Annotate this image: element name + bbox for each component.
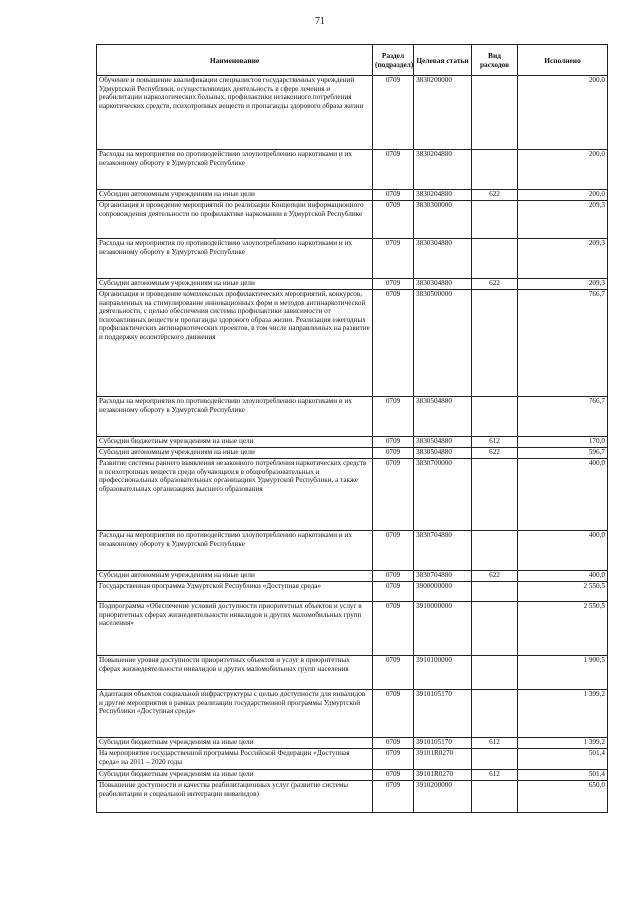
row-ispolneno: 209,3: [518, 279, 608, 290]
row-name: Расходы на мероприятия по противодействию злоупотреблению наркотиками и их незаконному обороту в Удмуртской Республике: [97, 397, 373, 437]
row-razdel: 0709: [373, 437, 414, 448]
table-row: [97, 150, 608, 190]
row-ispolneno: 400,0: [518, 459, 608, 531]
row-name: Организация и проведение комплексных профилактических мероприятий, конкурсов, направленных на стимулирование инновационных форм и методов антинаркотической деятельности, с целью обеспечения системы профилактики зависимости от психоактивных веществ и пропаганды здорового образа жизни. Реализация ежегодных профилактических антинаркотических проектов, в том числе направленных на развитие и поддержку волонтёрского движения: [97, 290, 373, 397]
row-razdel: 0709: [373, 290, 414, 397]
row-vid: [472, 76, 518, 150]
table-header-row: [97, 45, 608, 76]
row-vid: [472, 397, 518, 437]
row-vid: [472, 656, 518, 690]
row-ispolneno: 1 900,5: [518, 656, 608, 690]
row-celevaya: 39101R0270: [414, 749, 472, 770]
budget-table: [96, 44, 608, 813]
row-celevaya: 3910000000: [414, 602, 472, 656]
row-celevaya: 3830304880: [414, 239, 472, 279]
row-razdel: 0709: [373, 690, 414, 738]
row-ispolneno: 766,7: [518, 290, 608, 397]
row-celevaya: 3830700000: [414, 459, 472, 531]
row-ispolneno: 2 550,5: [518, 582, 608, 602]
header-razdel: Раздел (подраздел): [373, 45, 414, 76]
row-name: Государственная программа Удмуртской Республики «Доступная среда»: [97, 582, 373, 602]
row-celevaya: 3830704880: [414, 531, 472, 571]
table-row: [97, 749, 608, 770]
row-razdel: 0709: [373, 201, 414, 239]
row-razdel: 0709: [373, 656, 414, 690]
row-vid: [472, 690, 518, 738]
row-razdel: 0709: [373, 397, 414, 437]
table-row: [97, 397, 608, 437]
row-razdel: 0709: [373, 448, 414, 459]
row-ispolneno: 1 399,2: [518, 690, 608, 738]
row-ispolneno: 400,0: [518, 531, 608, 571]
row-name: На мероприятия государственной программы Российской Федерации «Доступная среда» на 2011 – 2020 годы: [97, 749, 373, 770]
row-name: Субсидии автономным учреждениям на иные цели: [97, 190, 373, 201]
row-ispolneno: 596,7: [518, 448, 608, 459]
table-row: [97, 602, 608, 656]
table-row: [97, 290, 608, 397]
row-vid: [472, 459, 518, 531]
row-vid: 622: [472, 190, 518, 201]
row-vid: [472, 201, 518, 239]
table-row: [97, 437, 608, 448]
header-vid: Вид расходов: [472, 45, 518, 76]
row-razdel: 0709: [373, 190, 414, 201]
table-row: [97, 690, 608, 738]
row-name: Субсидии автономным учреждениям на иные цели: [97, 448, 373, 459]
row-ispolneno: 200,0: [518, 150, 608, 190]
table-row: [97, 201, 608, 239]
row-vid: 622: [472, 279, 518, 290]
row-name: Субсидии автономным учреждениям на иные цели: [97, 571, 373, 582]
row-celevaya: 3910105170: [414, 738, 472, 749]
row-razdel: 0709: [373, 150, 414, 190]
row-vid: 622: [472, 571, 518, 582]
row-name: Развитие системы раннего выявления незаконного потребления наркотических средств и психотропных веществ среди обучающихся в общеобразовательных и профессиональных образовательных организациях Удмуртской Республики, а также образовательных организациях высшего образования: [97, 459, 373, 531]
row-celevaya: 3910100000: [414, 656, 472, 690]
row-celevaya: 3830500000: [414, 290, 472, 397]
row-name: Обучение и повышение квалификации специалистов государственных учреждений Удмуртской Республики, осуществляющих деятельность в сфере лечения и реабилитации наркологических больных, профилактики незаконного потребления наркотических средств, психотропных веществ и пропаганды здорового образа жизни: [97, 76, 373, 150]
row-vid: [472, 290, 518, 397]
header-celevaya: Целевая статьи: [414, 45, 472, 76]
table-row: [97, 571, 608, 582]
table-row: [97, 459, 608, 531]
row-ispolneno: 2 550,5: [518, 602, 608, 656]
row-ispolneno: 400,0: [518, 571, 608, 582]
row-ispolneno: 501,4: [518, 770, 608, 781]
row-name: Расходы на мероприятия по противодействию злоупотреблению наркотиками и их незаконному обороту в Удмуртской Республике: [97, 150, 373, 190]
table-row: [97, 770, 608, 781]
row-celevaya: 3830704880: [414, 571, 472, 582]
header-name: Наименование: [97, 45, 373, 76]
page-number: 71: [315, 16, 325, 27]
row-razdel: 0709: [373, 531, 414, 571]
row-ispolneno: 200,0: [518, 76, 608, 150]
table-row: [97, 738, 608, 749]
row-ispolneno: 1 399,2: [518, 738, 608, 749]
row-celevaya: 3910105170: [414, 690, 472, 738]
row-celevaya: 3830504880: [414, 437, 472, 448]
table-row: [97, 656, 608, 690]
row-name: Субсидии автономным учреждениям на иные цели: [97, 279, 373, 290]
row-celevaya: 39101R0270: [414, 770, 472, 781]
row-vid: 612: [472, 738, 518, 749]
row-vid: 612: [472, 437, 518, 448]
row-ispolneno: 170,0: [518, 437, 608, 448]
row-celevaya: 3830200000: [414, 76, 472, 150]
row-celevaya: 3900000000: [414, 582, 472, 602]
table-row: [97, 76, 608, 150]
row-celevaya: 3830300000: [414, 201, 472, 239]
row-ispolneno: 650,0: [518, 781, 608, 813]
row-vid: [472, 582, 518, 602]
row-razdel: 0709: [373, 571, 414, 582]
row-name: Субсидии бюджетным учреждениям на иные цели: [97, 437, 373, 448]
row-razdel: 0709: [373, 239, 414, 279]
row-ispolneno: 209,3: [518, 239, 608, 279]
row-name: Расходы на мероприятия по противодействию злоупотреблению наркотиками и их незаконному обороту в Удмуртской Республике: [97, 239, 373, 279]
row-razdel: 0709: [373, 781, 414, 813]
row-celevaya: 3830504880: [414, 397, 472, 437]
row-vid: [472, 239, 518, 279]
row-vid: [472, 150, 518, 190]
row-razdel: 0709: [373, 582, 414, 602]
row-name: Подпрограмма «Обеспечение условий доступности приоритетных объектов и услуг в приоритетных сферах жизнедеятельности инвалидов и других маломобильных групп населения»: [97, 602, 373, 656]
row-vid: [472, 602, 518, 656]
row-name: Субсидии бюджетным учреждениям на иные цели: [97, 738, 373, 749]
table-row: [97, 190, 608, 201]
row-ispolneno: 209,3: [518, 201, 608, 239]
row-celevaya: 3830304880: [414, 279, 472, 290]
row-celevaya: 3830204880: [414, 150, 472, 190]
row-razdel: 0709: [373, 76, 414, 150]
row-razdel: 0709: [373, 749, 414, 770]
row-vid: [472, 531, 518, 571]
row-name: Повышение доступности и качества реабилитационных услуг (развитие системы реабилитации и социальной интеграции инвалидов): [97, 781, 373, 813]
table-row: [97, 781, 608, 813]
row-name: Повышение уровня доступности приоритетных объектов и услуг в приоритетных сферах жизнедеятельности инвалидов и других маломобильных групп населения: [97, 656, 373, 690]
row-name: Адаптация объектов социальной инфраструктуры с целью доступности для инвалидов и другие мероприятия в рамках реализации государственной программы Удмуртской Республики «Доступная среда»: [97, 690, 373, 738]
row-razdel: 0709: [373, 602, 414, 656]
row-celevaya: 3910200000: [414, 781, 472, 813]
table-row: [97, 239, 608, 279]
row-ispolneno: 766,7: [518, 397, 608, 437]
row-razdel: 0709: [373, 459, 414, 531]
row-celevaya: 3830204880: [414, 190, 472, 201]
table-row: [97, 531, 608, 571]
table-row: [97, 279, 608, 290]
table-row: [97, 448, 608, 459]
row-name: Организация и проведение мероприятий по реализации Концепции информационного сопровождения деятельности по профилактике наркомании в Удмуртской Республике: [97, 201, 373, 239]
row-vid: [472, 749, 518, 770]
row-vid: 612: [472, 770, 518, 781]
row-vid: 622: [472, 448, 518, 459]
row-ispolneno: 200,0: [518, 190, 608, 201]
table-row: [97, 582, 608, 602]
header-ispolneno: Исполнено: [518, 45, 608, 76]
row-celevaya: 3830504880: [414, 448, 472, 459]
row-razdel: 0709: [373, 279, 414, 290]
row-ispolneno: 501,4: [518, 749, 608, 770]
row-vid: [472, 781, 518, 813]
row-razdel: 0709: [373, 738, 414, 749]
row-name: Расходы на мероприятия по противодействию злоупотреблению наркотиками и их незаконному обороту в Удмуртской Республике: [97, 531, 373, 571]
row-razdel: 0709: [373, 770, 414, 781]
row-name: Субсидии бюджетным учреждениям на иные цели: [97, 770, 373, 781]
